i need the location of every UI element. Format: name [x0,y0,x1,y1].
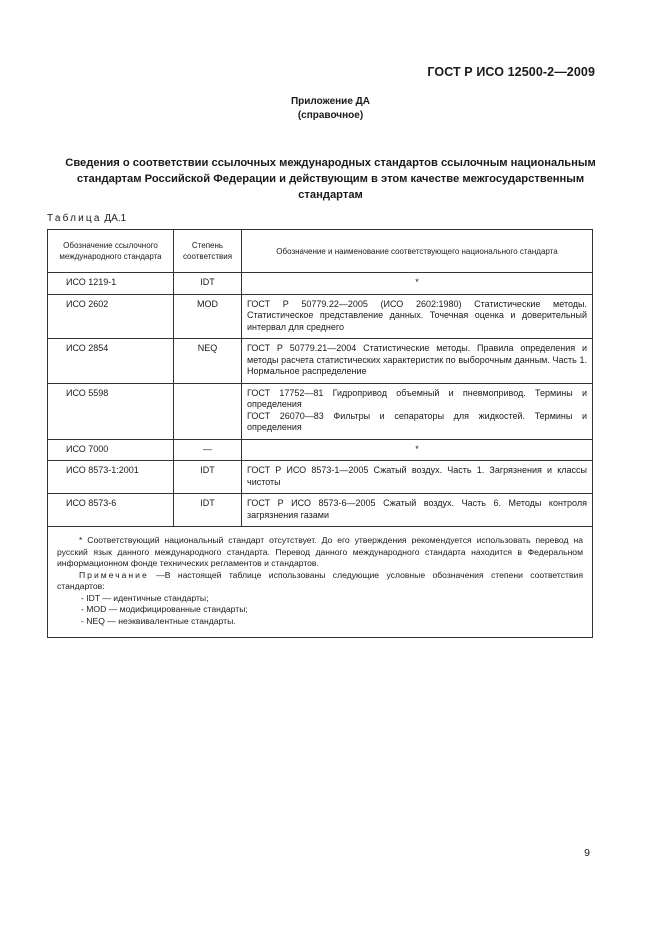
cell-degree: IDT [174,494,242,527]
header-international-standard: Обозначение ссылочного международного стандарта [48,230,174,273]
cell-national [242,383,593,439]
note-item: - MOD — модифицированные стандарты; [81,604,248,614]
cell-degree: — [174,439,242,461]
cell-iso: ИСО 7000 [48,439,174,461]
table-row [48,494,593,527]
footnote: * Соответствующий национальный стандарт отсутствует. До его утверждения рекомендуется использовать перевод на русский язык данного международного стандарта. Перевод данного международного стандарта находится в Федеральном информационном фонде технических регламентов и стандартов. [57,535,583,568]
cell-national: * [242,439,593,461]
table-header-row [48,230,593,273]
cell-national: ГОСТ Р ИСО 8573-6—2005 Сжатый воздух. Часть 6. Методы контроля загрязнения газами [242,494,593,527]
note-text: —В настоящей таблице использованы следующие условные обозначения степени соответствия стандартов: [57,569,583,591]
national-standard-line: ГОСТ 26070—83 Фильтры и сепараторы для жидкостей. Термины и определения [247,410,587,432]
note [57,570,583,593]
table-row [48,383,593,439]
cell-iso: ИСО 2602 [48,294,174,339]
table-caption-prefix: Таблица [47,213,102,224]
cell-degree: IDT [174,273,242,295]
table-row [48,294,593,339]
note-item: - NEQ — неэквивалентные стандарты. [81,615,236,626]
national-standard-line: ГОСТ 17752—81 Гидропривод объемный и пневмопривод. Термины и определения [247,387,587,409]
note-label: Примечание [79,569,149,580]
table-row [48,273,593,295]
header-national-standard: Обозначение и наименование соответствующего национального стандарта [242,230,593,273]
table-notes-row [48,527,593,638]
table-row [48,439,593,461]
cell-iso: ИСО 2854 [48,339,174,384]
cell-iso: ИСО 1219-1 [48,273,174,295]
table-caption-number: ДА.1 [104,213,127,224]
cell-national: * [242,273,593,295]
table-caption [47,213,126,224]
cell-degree [174,383,242,439]
document-number: ГОСТ Р ИСО 12500-2—2009 [427,65,595,79]
table-notes [48,527,593,638]
standards-table [47,229,593,638]
page-number: 9 [584,847,590,859]
cell-degree: MOD [174,294,242,339]
cell-national: ГОСТ Р ИСО 8573-1—2005 Сжатый воздух. Часть 1. Загрязнения и классы чистоты [242,461,593,494]
cell-iso: ИСО 5598 [48,383,174,439]
cell-national: ГОСТ Р 50779.22—2005 (ИСО 2602:1980) Статистические методы. Статистическое представление данных. Точечная оценка и доверительный интервал для среднего [242,294,593,339]
cell-degree: IDT [174,461,242,494]
cell-national: ГОСТ Р 50779.21—2004 Статистические методы. Правила определения и методы расчета статистических характеристик по выборочным данным. Часть 1. Нормальное распределение [242,339,593,384]
cell-iso: ИСО 8573-6 [48,494,174,527]
table-row [48,339,593,384]
cell-iso: ИСО 8573-1:2001 [48,461,174,494]
header-degree: Степень соответствия [174,230,242,273]
note-item: - IDT — идентичные стандарты; [81,592,209,603]
appendix-title: Приложение ДА [290,96,371,107]
appendix-subtitle: (справочное) [297,110,364,121]
cell-degree: NEQ [174,339,242,384]
appendix-heading [0,95,661,123]
table-row [48,461,593,494]
main-title: Сведения о соответствии ссылочных международных стандартов ссылочным национальным стандартам Российской Федерации и действующим в этом качестве межгосударственным стандартам [65,157,596,201]
